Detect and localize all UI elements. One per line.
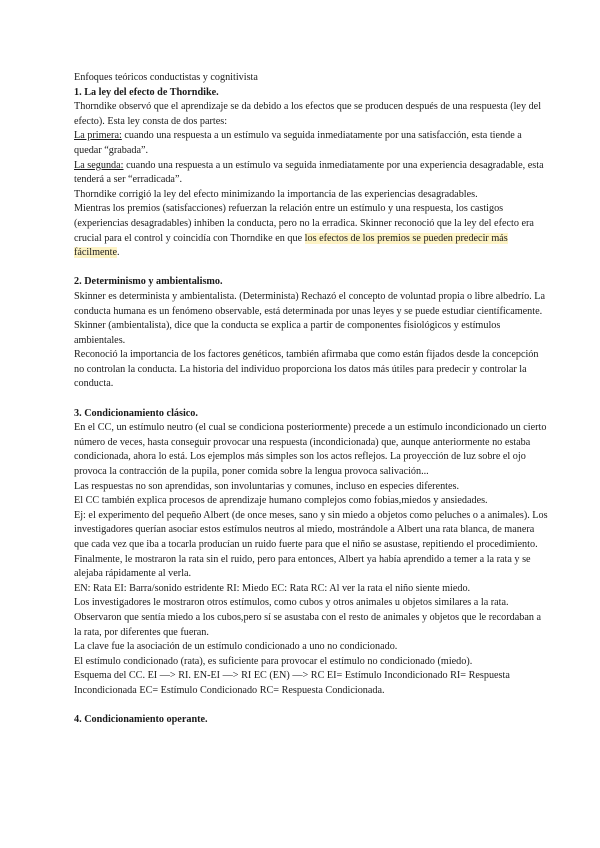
skinner-text: Mientras los premios (satisfacciones) refuerzan la relación entre un estímulo y una respuesta, los castigos (experiencias desagradables) inhiben la conducta, pero no la erradica. Skinner reconoció que la ley del efecto era crucial para el control y coincidía con Thorndike en que	[74, 203, 534, 244]
section-4-heading: 4. Condicionamiento operante.	[74, 714, 208, 726]
section-3-paragraph-4: Ej: el experimento del pequeño Albert (de once meses, sano y sin miedo a objetos como peluches o a animales). Los investigadores querían asociar estos estímulos neutros al miedo, mostrándole a Albert una rata blanca, de manera que cada vez que iba a tocarla producían un ruido fuerte para que el niño se asustase, repitiendo el procedimiento.	[74, 509, 548, 550]
section-2-paragraph-2: Reconoció la importancia de los factores genéticos, también afirmaba que como están fijados desde la concepción no controlan la conducta. La historia del individuo proporciona los datos más útiles para predecir y controlar la conducta.	[74, 349, 539, 390]
section-1-first-part	[74, 129, 550, 158]
section-3-paragraph-1: En el CC, un estímulo neutro (el cual se condiciona posteriormente) precede a un estímulo incondicionado un cierto número de veces, hasta conseguir provocar una respuesta (incondicionada) que, aunque anteriormente no estaba condicionada, ahora lo está. Los ejemplos más simples son los actos reflejos. La proyección de luz sobre el ojo provoca la contracción de la pupila, poner comida sobre la lengua provoca salivación...	[74, 422, 547, 478]
section-3-paragraph-7: Los investigadores le mostraron otros estímulos, como cubos y otros animales u objetos similares a la rata. Observaron que sentía miedo a los cubos,pero sí se asustaba con el resto de animales y objetos que le recordaban a la rata, por diferentes que fueran.	[74, 597, 542, 638]
skinner-text-end: .	[117, 247, 120, 259]
section-2-heading: 2. Determinismo y ambientalismo.	[74, 276, 223, 288]
spacer	[74, 392, 550, 407]
section-3-paragraph-9: El estímulo condicionado (rata), es suficiente para provocar el estímulo no condicionado (miedo).	[74, 655, 473, 667]
second-part-text: cuando una respuesta a un estímulo va seguida inmediatamente por una experiencia desagradable, esta tenderá a ser “erradicada”.	[74, 159, 544, 186]
highlighted-text: los efectos de los premios se pueden predecir más fácilmente	[74, 232, 508, 259]
section-3-paragraph-6: EN: Rata EI: Barra/sonido estridente RI: Miedo EC: Rata RC: Al ver la rata el niño siente miedo.	[74, 582, 471, 594]
document-title: Enfoques teóricos conductistas y cognitivista	[74, 72, 258, 83]
section-3-heading: 3. Condicionamiento clásico.	[74, 407, 198, 419]
section-2-paragraph-1: Skinner es determinista y ambientalista. (Determinista) Rechazó el concepto de voluntad propia o libre albedrío. La conducta humana es un fenómeno observable, está determinada por unas leyes y se puede estudiar científicamente. Skinner (ambientalista), dice que la conducta se explica a partir de componentes fisiológicos y estímulos ambientales.	[74, 290, 546, 346]
spacer	[74, 261, 550, 276]
section-3-paragraph-8: La clave fue la asociación de un estímulo condicionado a uno no condicionado.	[74, 641, 398, 653]
section-1-second-part	[74, 159, 550, 188]
section-1-paragraph-correction: Thorndike corrigió la ley del efecto minimizando la importancia de las experiencias desagradables.	[74, 188, 478, 200]
section-3-paragraph-3: El CC también explica procesos de aprendizaje humano complejos como fobias,miedos y ansiedades.	[74, 495, 488, 507]
first-part-label: La primera:	[74, 130, 122, 142]
section-3-paragraph-5: Finalmente, le mostraron la rata sin el ruido, pero para entonces, Albert ya había aprendido a temer a la rata y se alejaba rápidamente al verla.	[74, 553, 531, 580]
section-3-paragraph-10: Esquema del CC. EI —> RI. EN-EI —> RI EC (EN) —> RC EI= Estímulo Incondicionado RI= Respuesta Incondicionada EC= Estímulo Condicionado RC= Respuesta Condicionada.	[74, 670, 510, 696]
section-1-paragraph-intro: Thorndike observó que el aprendizaje se da debido a los efectos que se producen después de una respuesta (ley del efecto). Esta ley consta de dos partes:	[74, 101, 542, 127]
section-3-paragraph-2: Las respuestas no son aprendidas, son involuntarias y comunes, incluso en especies diferentes.	[74, 480, 460, 492]
section-1-heading: 1. La ley del efecto de Thorndike.	[74, 86, 219, 98]
section-1-paragraph-skinner	[74, 202, 550, 260]
spacer	[74, 699, 550, 714]
second-part-label: La segunda:	[74, 159, 124, 171]
first-part-text: cuando una respuesta a un estímulo va seguida inmediatamente por una satisfacción, esta tiende a quedar “grabada”.	[74, 130, 522, 156]
